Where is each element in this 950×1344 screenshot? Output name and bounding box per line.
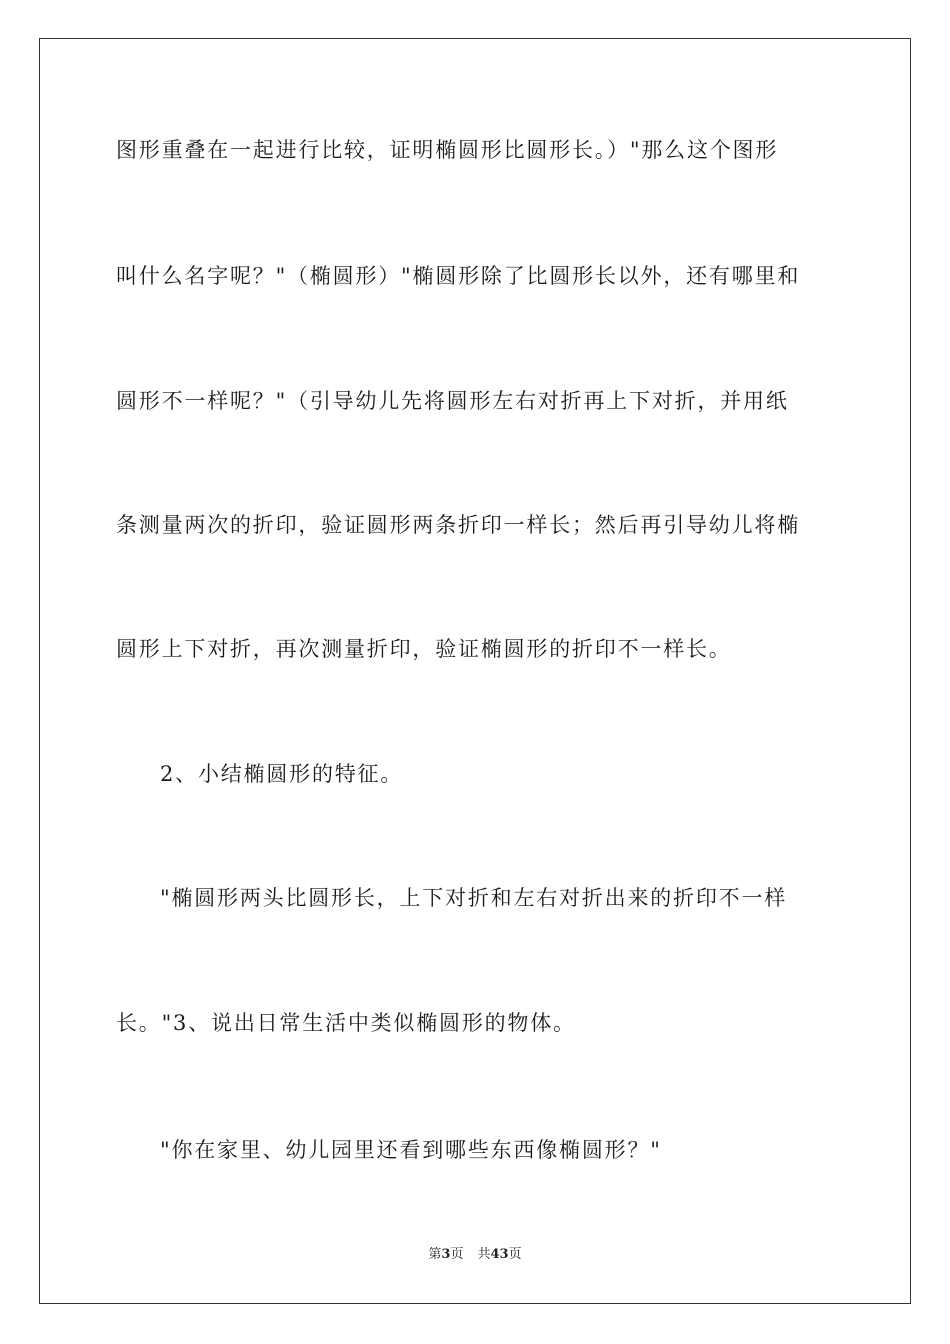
section-heading-2: 2、小结椭圆形的特征。 — [160, 762, 404, 786]
total-pages: 43 — [490, 1247, 509, 1262]
page-suffix: 页 — [450, 1247, 464, 1262]
text-line-3: 圆形不一样呢？"（引导幼儿先将圆形左右对折再上下对折，并用纸 — [116, 389, 789, 413]
text-line-4: 条测量两次的折印，验证圆形两条折印一样长；然后再引导幼儿将椭 — [116, 513, 800, 537]
page-number: 3 — [441, 1247, 451, 1262]
page-border — [39, 38, 911, 1304]
page-prefix: 第 — [428, 1247, 442, 1262]
text-line-2: 叫什么名字呢？"（椭圆形）"椭圆形除了比圆形长以外，还有哪里和 — [116, 264, 801, 288]
text-line-5: 圆形上下对折，再次测量折印，验证椭圆形的折印不一样长。 — [116, 637, 732, 661]
text-line-1: 图形重叠在一起进行比较，证明椭圆形比圆形长。）"那么这个图形 — [116, 138, 779, 162]
text-line-7: "椭圆形两头比圆形长，上下对折和左右对折出来的折印不一样 — [160, 886, 788, 910]
total-prefix: 共 — [477, 1247, 491, 1262]
text-line-8: 长。"3、说出日常生活中类似椭圆形的物体。 — [116, 1011, 576, 1035]
text-line-9: "你在家里、幼儿园里还看到哪些东西像椭圆形？" — [160, 1138, 662, 1162]
total-suffix: 页 — [508, 1247, 522, 1262]
page-footer — [0, 1246, 950, 1264]
